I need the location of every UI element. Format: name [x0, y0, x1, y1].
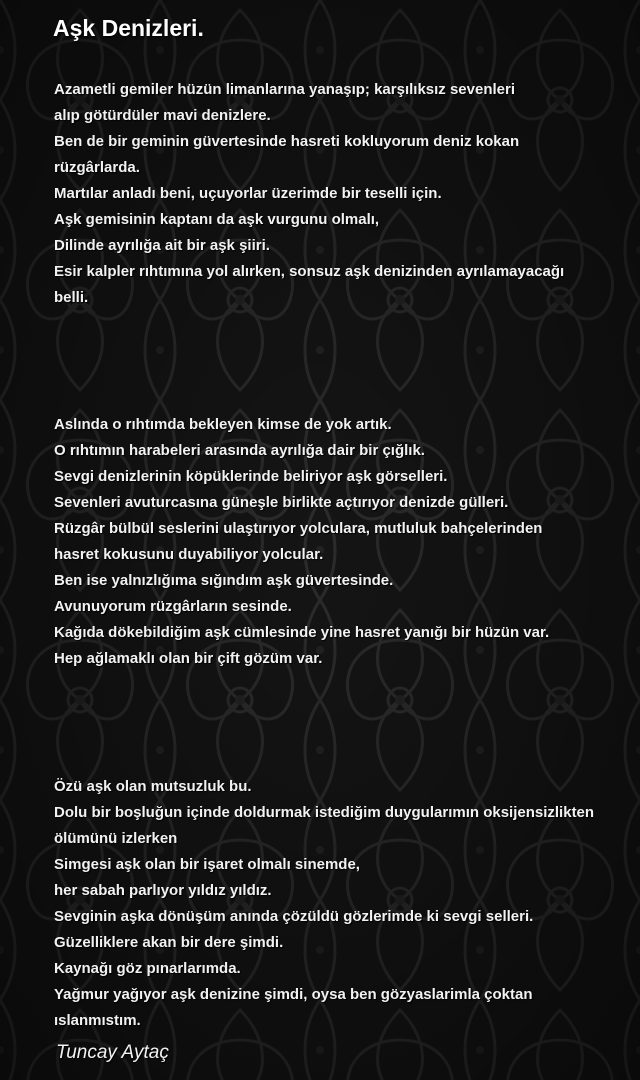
poem-line: ıslanmıstım.	[54, 1012, 141, 1029]
poem-line: Azametli gemiler hüzün limanlarına yanaşıp; karşılıksız sevenleri	[54, 81, 516, 98]
poem-author: Tuncay Aytaç	[56, 1042, 169, 1063]
poem-line: Ben ise yalnızlığıma sığındım aşk güvertesinde.	[54, 572, 394, 589]
poem-line: rüzgârlarda.	[54, 159, 140, 176]
poem-line: Aşk gemisinin kaptanı da aşk vurgunu olmalı,	[54, 211, 380, 228]
poem-line: Ben de bir geminin güvertesinde hasreti kokluyorum deniz kokan	[54, 133, 520, 150]
poem-line: hasret kokusunu duyabiliyor yolcular.	[54, 546, 324, 563]
poem-line: ölümünü izlerken	[54, 830, 178, 847]
poem-line: her sabah parlıyor yıldız yıldız.	[54, 882, 272, 899]
poem-line: Özü aşk olan mutsuzluk bu.	[54, 778, 252, 795]
poem-line: Simgesi aşk olan bir işaret olmalı sinemde,	[54, 856, 360, 873]
poem-line: belli.	[54, 289, 89, 306]
poem-line: Kaynağı göz pınarlarımda.	[54, 960, 241, 977]
poem-line: alıp götürdüler mavi denizlere.	[54, 107, 271, 124]
poem-title: Aşk Denizleri.	[53, 15, 204, 41]
poem-line: Esir kalpler rıhtımına yol alırken, sonsuz aşk denizinden ayrılamayacağı	[54, 263, 565, 280]
poem-line: Güzelliklere akan bir dere şimdi.	[54, 934, 284, 951]
poem-line: Yağmur yağıyor aşk denizine şimdi, oysa ben gözyaslarimla çoktan	[54, 986, 533, 1003]
poem-line: Dolu bir boşluğun içinde doldurmak istediğim duygularımın oksijensizlikten	[54, 804, 595, 821]
poem-line: Kağıda dökebildiğim aşk cümlesinde yine hasret yanığı bir hüzün var.	[54, 624, 550, 641]
poem-line: Dilinde ayrılığa ait bir aşk şiiri.	[54, 237, 270, 254]
poem-line: Sevenleri avuturcasına güneşle birlikte açtırıyor denizde gülleri.	[54, 494, 509, 511]
poem-line: Sevgi denizlerinin köpüklerinde beliriyor aşk görselleri.	[54, 468, 448, 485]
poem-line: Aslında o rıhtımda bekleyen kimse de yok artık.	[54, 416, 392, 433]
poem-line: Rüzgâr bülbül seslerini ulaştırıyor yolculara, mutluluk bahçelerinden	[54, 520, 543, 537]
poem-line: Avunuyorum rüzgârların sesinde.	[54, 598, 292, 615]
poem-line: Martılar anladı beni, uçuyorlar üzerimde bir teselli için.	[54, 185, 442, 202]
poem-stanza-2	[54, 412, 640, 672]
poem-line: O rıhtımın harabeleri arasında ayrılığa dair bir çığlık.	[54, 442, 425, 459]
poem-stanza-3	[54, 774, 640, 1034]
poem-line: Sevginin aşka dönüşüm anında çözüldü gözlerimde ki sevgi selleri.	[54, 908, 534, 925]
poem-line: Hep ağlamaklı olan bir çift gözüm var.	[54, 650, 323, 667]
poem-stanza-1	[54, 77, 640, 311]
